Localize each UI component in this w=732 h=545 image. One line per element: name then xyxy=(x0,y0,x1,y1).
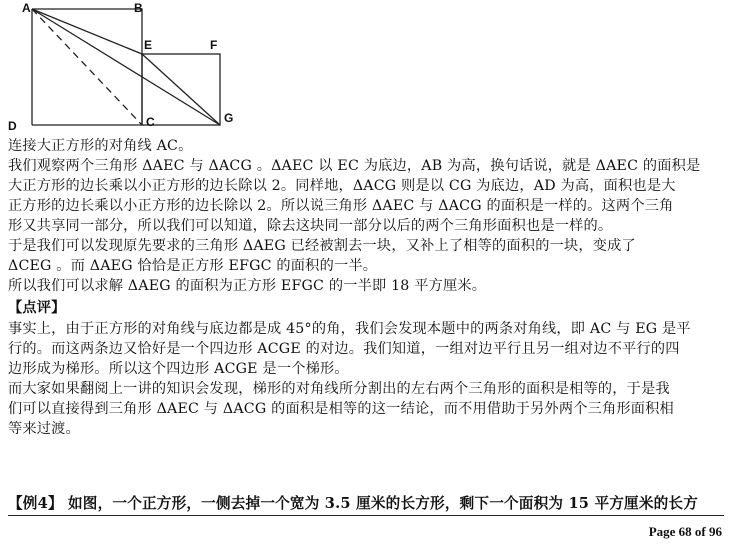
label-B: B xyxy=(134,1,143,15)
text-line: 我们观察两个三角形 ΔAEC 与 ΔACG 。ΔAEC 以 EC 为底边，AB 为高，换句话说，就是 ΔAEC 的面积是 xyxy=(8,158,701,174)
label-D: D xyxy=(8,119,17,133)
text-line: ΔCEG 。而 ΔAEG 恰恰是正方形 EFGC 的面积的一半。 xyxy=(8,258,378,274)
example-heading: 【例4】 如图，一个正方形，一侧去掉一个宽为 3.5 厘米的长方形，剩下一个面积为 15 平方厘米的长方 xyxy=(8,495,699,512)
text-line: 形又共享同一部分，所以我们可以知道，除去这块同一部分以后的两个三角形面积也是一样的。 xyxy=(8,218,613,234)
label-F: F xyxy=(210,38,218,52)
page-number: Page 68 of 96 xyxy=(648,524,722,539)
text-line: 边形成为梯形。所以这个四边形 ACGE 是一个梯形。 xyxy=(8,361,349,377)
text-line: 事实上，由于正方形的对角线与底边都是成 45°的角，我们会发现本题中的两条对角线，即 AC 与 EG 是平 xyxy=(8,321,691,337)
line-AE xyxy=(32,9,142,54)
label-C: C xyxy=(146,115,155,129)
text-line: 所以我们可以求解 ΔAEG 的面积为正方形 EFGC 的一半即 18 平方厘米。 xyxy=(8,278,487,294)
label-E: E xyxy=(144,38,153,52)
label-G: G xyxy=(224,111,234,125)
comment-heading: 【点评】 xyxy=(8,300,66,316)
geometry-figure xyxy=(0,0,250,135)
text-line: 正方形的边长乘以小正方形的边长除以 2。所以说三角形 ΔAEC 与 ΔACG 的面积是一样的。这两个三角 xyxy=(8,198,674,214)
text-line: 大正方形的边长乘以小正方形的边长除以 2。同样地，ΔACG 则是以 CG 为底边，AD 为高，面积也是大 xyxy=(8,178,676,194)
text-line: 而大家如果翻阅上一讲的知识会发现，梯形的对角线所分割出的左右两个三角形的面积是相等的，于是我 xyxy=(8,381,670,397)
text-line: 行的。而这两条边又恰好是一个四边形 ACGE 的对边。我们知道，一组对边平行且另一组对边不平行的四 xyxy=(8,341,680,357)
text-line: 等来过渡。 xyxy=(8,421,80,437)
text-line: 连接大正方形的对角线 AC。 xyxy=(8,138,193,154)
text-line: 于是我们可以发现原先要求的三角形 ΔAEG 已经被割去一块，又补上了相等的面积的一块，变成了 xyxy=(8,238,636,254)
divider xyxy=(8,515,724,516)
text-line: 们可以直接得到三角形 ΔAEC 与 ΔACG 的面积是相等的这一结论，而不用借助于另外两个三角形面积相 xyxy=(8,401,674,417)
label-A: A xyxy=(22,1,31,15)
